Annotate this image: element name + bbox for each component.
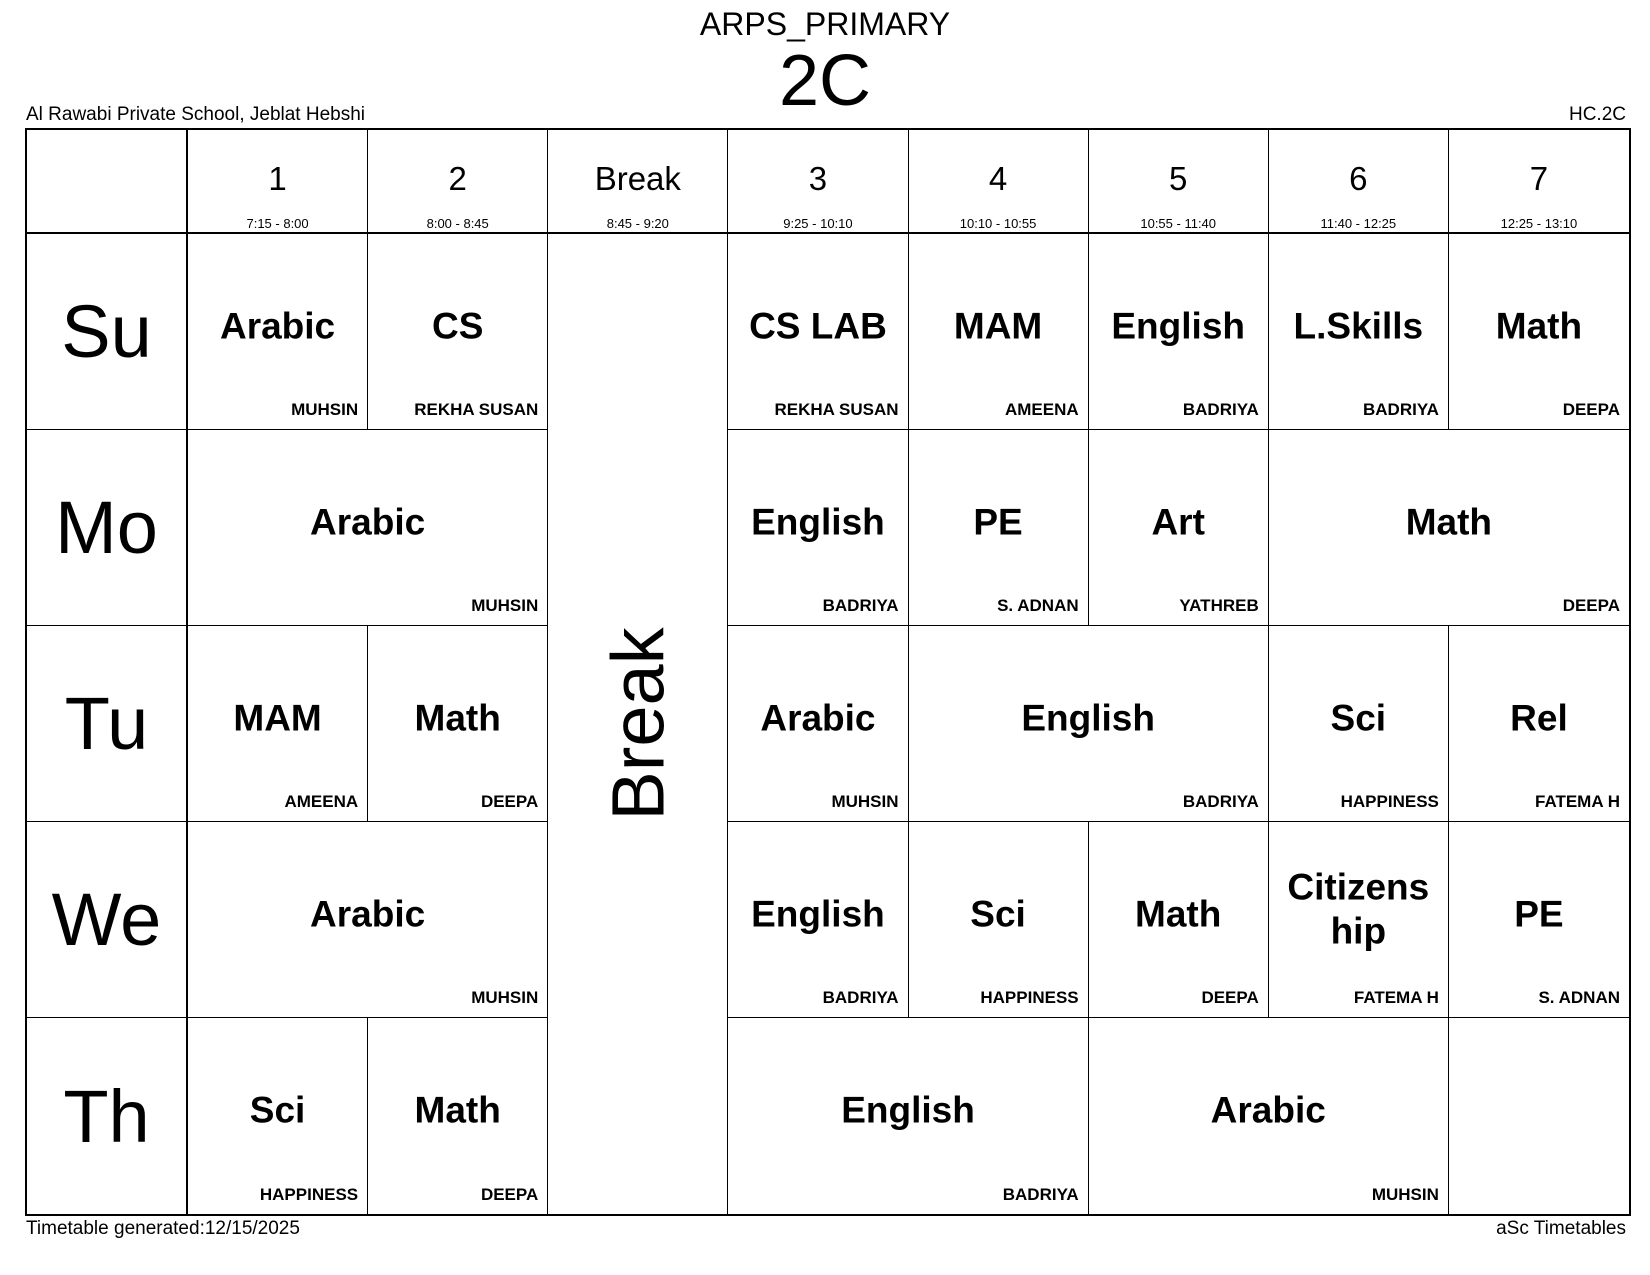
lesson-teacher: S. ADNAN (997, 596, 1079, 615)
day-label: Th (27, 1018, 188, 1214)
lesson-cell (188, 234, 368, 430)
lesson-teacher: HAPPINESS (980, 988, 1079, 1007)
lesson-teacher: BADRIYA (1002, 1185, 1079, 1204)
period-number: 3 (808, 160, 828, 197)
lesson-subject: L.Skills (1293, 305, 1424, 347)
period-time: 10:10 - 10:55 (959, 216, 1037, 231)
lesson-cell (909, 234, 1089, 430)
brand-label: aSc Timetables (1496, 1218, 1626, 1239)
period-number: 4 (988, 160, 1008, 197)
lesson-teacher: MUHSIN (831, 792, 899, 811)
period-header (909, 130, 1089, 234)
lesson-teacher: DEEPA (1562, 596, 1620, 615)
lesson-teacher: AMEENA (284, 792, 359, 811)
lesson-subject: Citizens hip (1287, 865, 1430, 951)
lesson-teacher: BADRIYA (1182, 400, 1259, 419)
lesson-teacher: DEEPA (1201, 988, 1259, 1007)
lesson-teacher: BADRIYA (822, 596, 899, 615)
lesson-subject: Math (414, 1089, 501, 1131)
lesson-subject: English (751, 501, 885, 543)
period-header (368, 130, 548, 234)
day-label: Tu (27, 626, 188, 822)
period-header (548, 130, 728, 234)
lesson-subject: Math (1405, 501, 1493, 543)
period-number: Break (594, 160, 681, 197)
lesson-subject: Arabic (1210, 1089, 1326, 1131)
lesson-teacher: MUHSIN (471, 596, 539, 615)
lesson-cell (1449, 822, 1629, 1018)
timetable-grid (25, 128, 1631, 1216)
period-time: 8:00 - 8:45 (426, 216, 489, 231)
lesson-cell (1089, 822, 1269, 1018)
period-header (188, 130, 368, 234)
lesson-teacher: MUHSIN (1371, 1185, 1439, 1204)
period-header (1089, 130, 1269, 234)
lesson-subject: PE (973, 501, 1023, 543)
lesson-cell (188, 822, 548, 1018)
lesson-subject: CS LAB (749, 305, 887, 347)
lesson-subject: Rel (1510, 697, 1568, 739)
lesson-teacher: REKHA SUSAN (414, 400, 539, 419)
lesson-teacher: S. ADNAN (1538, 988, 1620, 1007)
period-time: 9:25 - 10:10 (783, 216, 853, 231)
period-time: 7:15 - 8:00 (246, 216, 309, 231)
lesson-subject: English (841, 1089, 975, 1131)
lesson-subject: Arabic (219, 305, 336, 347)
lesson-cell (1449, 1018, 1629, 1214)
lesson-cell (909, 430, 1089, 626)
lesson-subject: CS (431, 305, 484, 347)
lesson-teacher: REKHA SUSAN (774, 400, 899, 419)
lesson-cell (909, 822, 1089, 1018)
class-name: 2C (778, 41, 872, 121)
lesson-subject: Arabic (310, 501, 426, 543)
lesson-cell (1269, 822, 1449, 1018)
lesson-subject: MAM (953, 305, 1043, 347)
period-header (1269, 130, 1449, 234)
lesson-teacher: HAPPINESS (1340, 792, 1439, 811)
lesson-cell (909, 626, 1269, 822)
lesson-teacher: DEEPA (480, 792, 539, 811)
lesson-cell (728, 234, 908, 430)
school-name: Al Rawabi Private School, Jeblat Hebshi (26, 104, 366, 125)
lesson-subject: English (1021, 697, 1155, 739)
period-number: 6 (1349, 160, 1368, 197)
lesson-cell (728, 822, 908, 1018)
lesson-subject: Arabic (310, 893, 426, 935)
corner-cell (27, 130, 188, 234)
lesson-cell (1269, 430, 1629, 626)
lesson-subject: Math (414, 697, 501, 739)
lesson-cell (1269, 234, 1449, 430)
period-time: 11:40 - 12:25 (1320, 216, 1397, 231)
period-number: 1 (268, 160, 287, 197)
lesson-subject: PE (1514, 893, 1564, 935)
lesson-teacher: HAPPINESS (259, 1185, 359, 1204)
day-label: Mo (27, 430, 188, 626)
lesson-cell (188, 1018, 368, 1214)
lesson-teacher: AMEENA (1004, 400, 1079, 419)
lesson-cell (728, 430, 908, 626)
lesson-subject: Sci (970, 893, 1026, 935)
lesson-teacher: DEEPA (480, 1185, 539, 1204)
period-number: 5 (1169, 160, 1188, 197)
lesson-subject: Sci (1330, 697, 1387, 739)
period-number: 7 (1529, 160, 1549, 197)
lesson-teacher: FATEMA H (1535, 792, 1620, 811)
period-time: 10:55 - 11:40 (1140, 216, 1217, 231)
lesson-subject: Math (1135, 893, 1222, 935)
lesson-teacher: MUHSIN (291, 400, 359, 419)
lesson-teacher: BADRIYA (1362, 400, 1439, 419)
lesson-teacher: YATHREB (1179, 596, 1259, 615)
period-time: 8:45 - 9:20 (606, 216, 669, 231)
lesson-teacher: BADRIYA (1182, 792, 1259, 811)
lesson-subject: Math (1495, 305, 1583, 347)
lesson-teacher: BADRIYA (822, 988, 899, 1007)
lesson-subject: Arabic (760, 697, 876, 739)
break-column (548, 234, 728, 1214)
lesson-subject: English (751, 893, 885, 935)
day-label: We (27, 822, 188, 1018)
day-label: Su (27, 234, 188, 430)
lesson-cell (188, 626, 368, 822)
lesson-subject: Sci (249, 1089, 306, 1131)
lesson-subject: MAM (233, 697, 322, 739)
lesson-subject: English (1111, 305, 1245, 347)
period-header (728, 130, 908, 234)
lesson-cell (1269, 626, 1449, 822)
page-title: ARPS_PRIMARY (699, 6, 951, 42)
lesson-cell (1449, 626, 1629, 822)
lesson-subject: Art (1151, 501, 1205, 543)
generated-date: Timetable generated:12/15/2025 (26, 1218, 300, 1239)
lesson-cell (728, 1018, 1088, 1214)
lesson-teacher: FATEMA H (1353, 988, 1439, 1007)
lesson-cell (728, 626, 908, 822)
lesson-cell (368, 234, 548, 430)
class-code: HC.2C (1568, 104, 1626, 125)
lesson-teacher: DEEPA (1562, 400, 1620, 419)
lesson-cell (1089, 234, 1269, 430)
lesson-cell (1089, 430, 1269, 626)
lesson-cell (1449, 234, 1629, 430)
period-number: 2 (448, 160, 467, 197)
lesson-cell (188, 430, 548, 626)
break-label: Break (596, 627, 680, 821)
lesson-teacher: MUHSIN (471, 988, 539, 1007)
lesson-cell (1089, 1018, 1449, 1214)
lesson-cell (368, 1018, 548, 1214)
period-time: 12:25 - 13:10 (1500, 216, 1578, 231)
period-header (1449, 130, 1629, 234)
lesson-cell (368, 626, 548, 822)
